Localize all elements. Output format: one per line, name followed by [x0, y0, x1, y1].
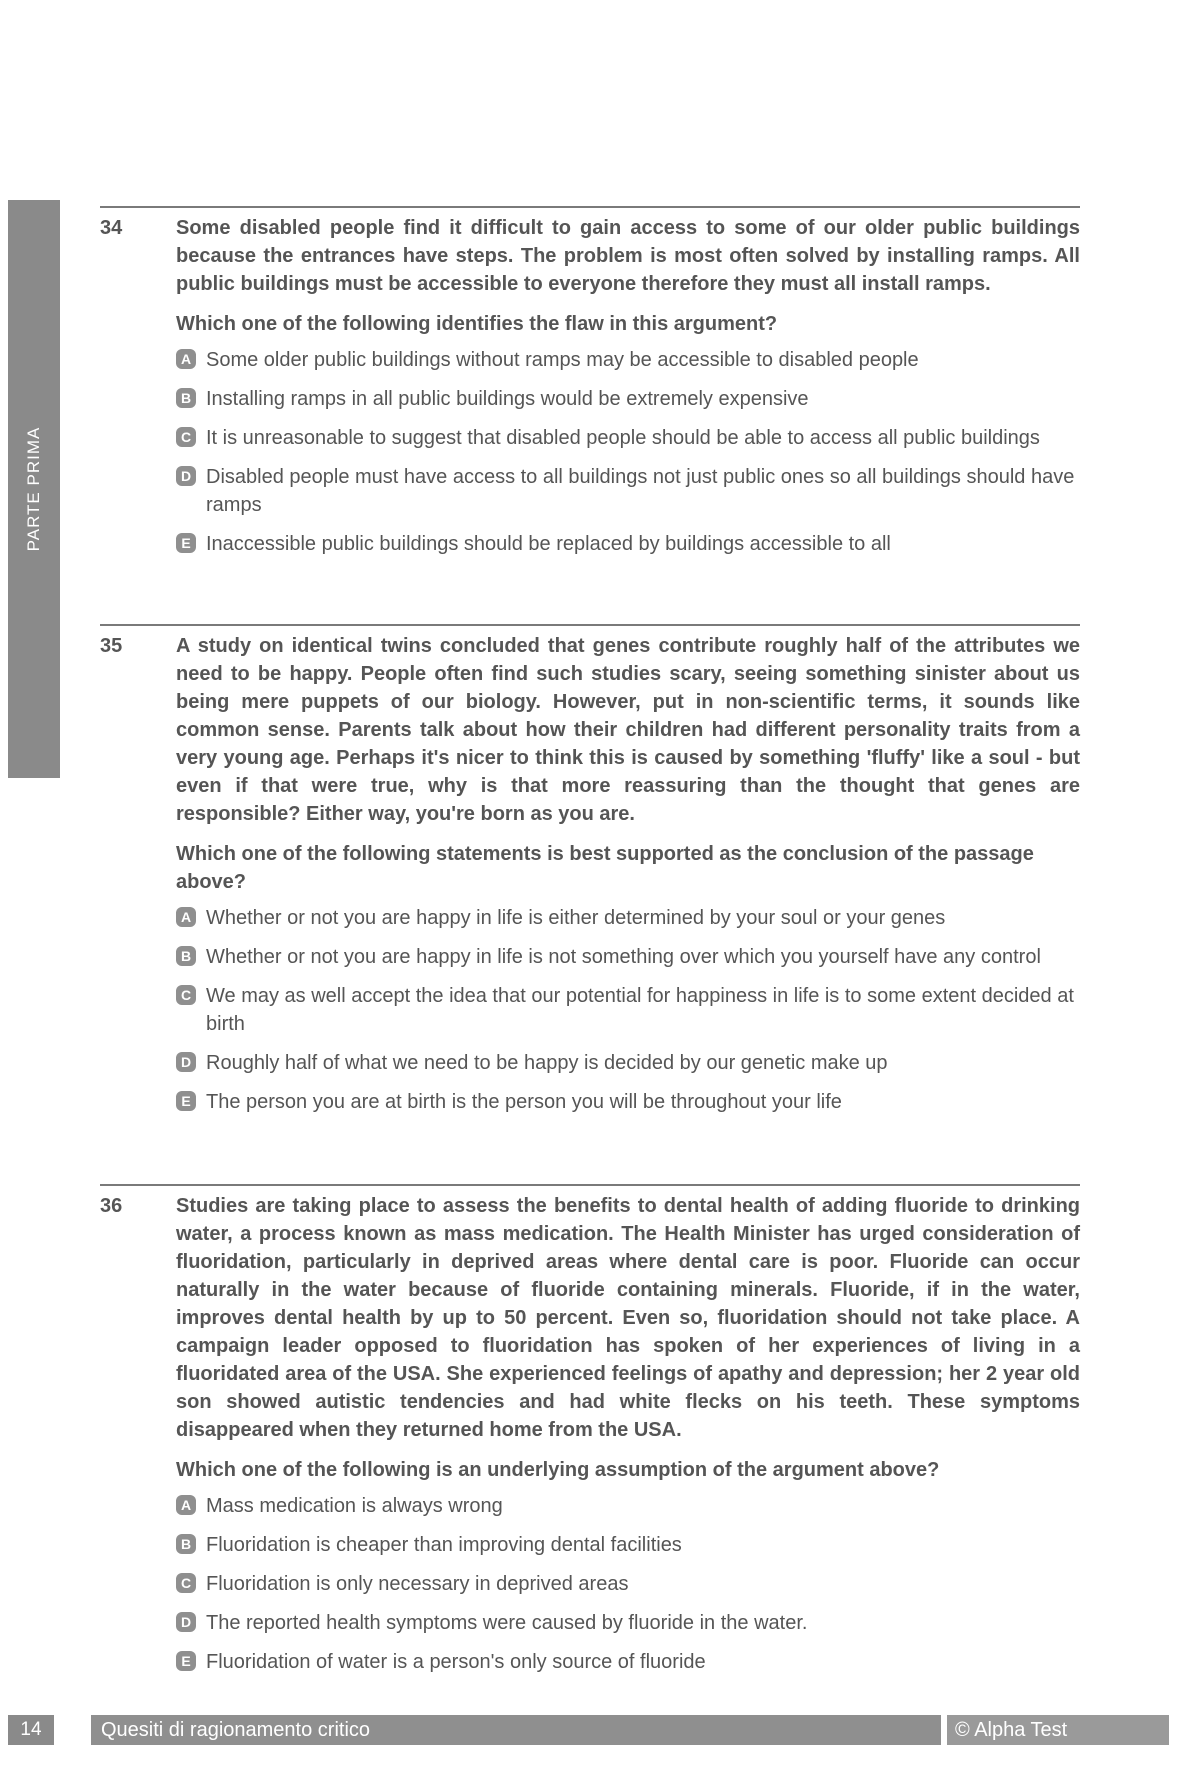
option-text: Inaccessible public buildings should be replaced by buildings accessible to all — [206, 533, 891, 555]
option-e[interactable] — [176, 1648, 1080, 1676]
answer-options — [176, 346, 1080, 558]
option-e[interactable] — [176, 1088, 1080, 1116]
question-34 — [100, 206, 1080, 569]
option-letter-a-icon: A — [176, 907, 196, 927]
option-b[interactable] — [176, 1531, 1080, 1559]
question-divider — [100, 624, 1080, 626]
option-letter-a-icon: A — [176, 349, 196, 369]
question-number: 35 — [100, 635, 123, 657]
option-text: Disabled people must have access to all buildings not just public ones so all buildings should have ramps — [206, 466, 1075, 516]
page-number: 14 — [8, 1715, 54, 1745]
option-letter-b-icon: B — [176, 1534, 196, 1554]
option-text: Fluoridation is cheaper than improving dental facilities — [206, 1534, 682, 1556]
question-prompt: Which one of the following is an underlying assumption of the argument above? — [176, 1459, 940, 1481]
side-section-tab — [8, 200, 60, 778]
footer-section-title: Quesiti di ragionamento critico — [91, 1715, 941, 1745]
question-text: Some disabled people find it difficult to gain access to some of our older public buildings because the entrances have steps. The problem is most often solved by installing ramps. All public buildings must be accessible to everyone therefore they must all install ramps. — [176, 217, 1080, 295]
footer-copyright: © Alpha Test — [947, 1715, 1169, 1745]
answer-options — [176, 1492, 1080, 1676]
option-letter-d-icon: D — [176, 1612, 196, 1632]
option-letter-d-icon: D — [176, 1052, 196, 1072]
question-number: 34 — [100, 217, 123, 239]
option-letter-b-icon: B — [176, 946, 196, 966]
question-prompt: Which one of the following statements is best supported as the conclusion of the passage above? — [176, 843, 1034, 893]
option-text: We may as well accept the idea that our potential for happiness in life is to some extent decided at birth — [206, 985, 1074, 1035]
option-d[interactable] — [176, 1609, 1080, 1637]
option-letter-c-icon: C — [176, 1573, 196, 1593]
option-d[interactable] — [176, 463, 1080, 519]
option-c[interactable] — [176, 982, 1080, 1038]
option-e[interactable] — [176, 530, 1080, 558]
question-prompt: Which one of the following identifies the flaw in this argument? — [176, 313, 778, 335]
option-letter-e-icon: E — [176, 533, 196, 553]
question-number: 36 — [100, 1195, 123, 1217]
option-a[interactable] — [176, 904, 1080, 932]
option-text: It is unreasonable to suggest that disabled people should be able to access all public buildings — [206, 427, 1040, 449]
question-36 — [100, 1184, 1080, 1687]
option-letter-e-icon: E — [176, 1651, 196, 1671]
option-c[interactable] — [176, 1570, 1080, 1598]
answer-options — [176, 904, 1080, 1116]
question-text: Studies are taking place to assess the benefits to dental health of adding fluoride to drinking water, a process known as mass medication. The Health Minister has urged consideration of fluoridation, particularly in deprived areas where dental care is poor. Fluoride can occur naturally in the water because of fluoride containing minerals. Fluoride, if in the water, improves dental health by up to 50 percent. Even so, fluoridation should not take place. A campaign leader opposed to fluoridation has spoken of her experiences of living in a fluoridated area of the USA. She experienced feelings of apathy and depression; her 2 year old son showed autistic tendencies and had white flecks on his teeth. These symptoms disappeared when they returned home from the USA. — [176, 1195, 1080, 1441]
option-text: Mass medication is always wrong — [206, 1495, 503, 1517]
question-divider — [100, 1184, 1080, 1186]
option-a[interactable] — [176, 346, 1080, 374]
option-text: Whether or not you are happy in life is either determined by your soul or your genes — [206, 907, 946, 929]
side-section-label: PARTE PRIMA — [24, 426, 43, 552]
option-letter-a-icon: A — [176, 1495, 196, 1515]
option-b[interactable] — [176, 385, 1080, 413]
option-c[interactable] — [176, 424, 1080, 452]
option-text: The reported health symptoms were caused by fluoride in the water. — [206, 1612, 808, 1634]
option-letter-d-icon: D — [176, 466, 196, 486]
option-text: Whether or not you are happy in life is not something over which you yourself have any control — [206, 946, 1041, 968]
option-letter-c-icon: C — [176, 985, 196, 1005]
option-letter-e-icon: E — [176, 1091, 196, 1111]
option-text: The person you are at birth is the person you will be throughout your life — [206, 1091, 842, 1113]
option-b[interactable] — [176, 943, 1080, 971]
option-text: Installing ramps in all public buildings would be extremely expensive — [206, 388, 809, 410]
option-text: Some older public buildings without ramps may be accessible to disabled people — [206, 349, 919, 371]
question-35 — [100, 624, 1080, 1127]
option-d[interactable] — [176, 1049, 1080, 1077]
question-text: A study on identical twins concluded that genes contribute roughly half of the attributes we need to be happy. People often find such studies scary, seeing something sinister about us being mere puppets of our biology. However, put in non-scientific terms, it sounds like common sense. Parents talk about how their children had different personality traits from a very young age. Perhaps it's nicer to think this is caused by something 'fluffy' like a soul - but even if that were true, why is that more reassuring than the thought that genes are responsible? Either way, you're born as you are. — [176, 635, 1080, 825]
option-text: Roughly half of what we need to be happy is decided by our genetic make up — [206, 1052, 888, 1074]
option-text: Fluoridation of water is a person's only source of fluoride — [206, 1651, 706, 1673]
question-divider — [100, 206, 1080, 208]
option-text: Fluoridation is only necessary in deprived areas — [206, 1573, 629, 1595]
option-a[interactable] — [176, 1492, 1080, 1520]
option-letter-c-icon: C — [176, 427, 196, 447]
option-letter-b-icon: B — [176, 388, 196, 408]
